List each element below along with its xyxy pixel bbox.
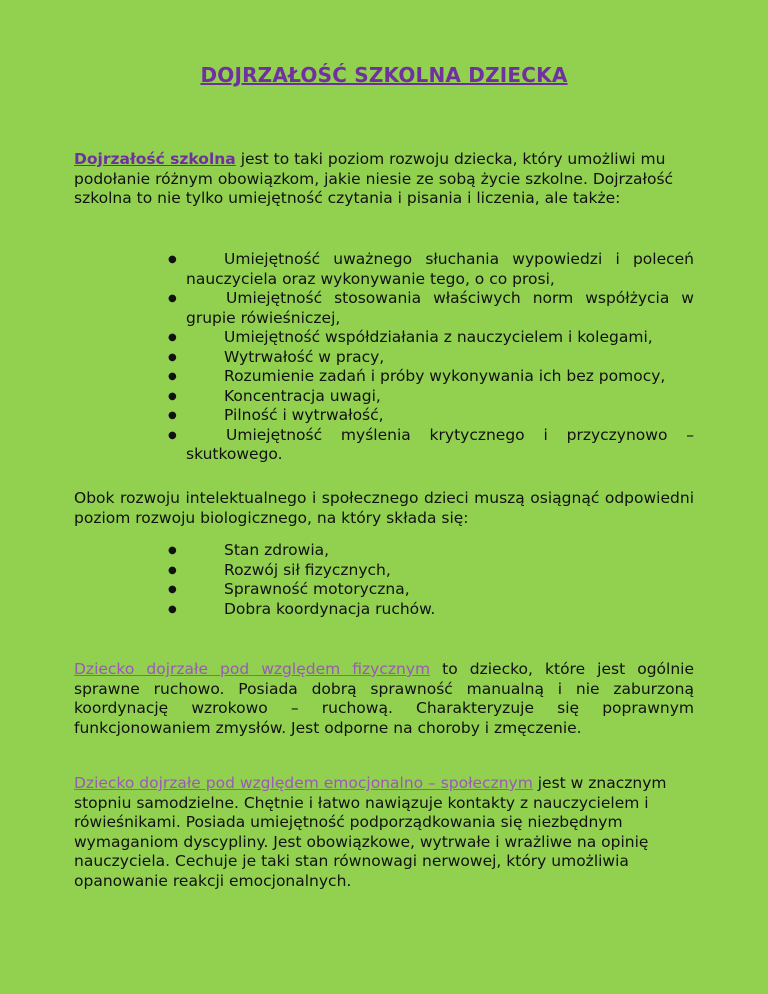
list-item: [168, 406, 694, 426]
list-item-text: Umiejętność współdziałania z nauczycielem i kolegami,: [224, 328, 653, 346]
list-item-text: Umiejętność myślenia krytycznego i przyczynowo – skutkowego.: [186, 425, 694, 463]
list-item-text: Dobra koordynacja ruchów.: [224, 599, 436, 618]
list-item: [168, 580, 694, 600]
intro-paragraph: [74, 150, 694, 209]
list-item-text: Rozwój sił fizycznych,: [224, 560, 391, 579]
bullet-icon: ●: [168, 351, 177, 363]
bullet-icon: ●: [168, 429, 177, 441]
skills-list: [168, 250, 694, 465]
list-item-text: Rozumienie zadań i próby wykonywania ich bez pomocy,: [224, 367, 666, 385]
list-item: [168, 250, 694, 289]
intro-text: jest to taki poziom rozwoju dziecka, który umożliwi mu podołanie różnym obowiązkom, jakie niesie ze sobą życie szkolne. Dojrzałość szkolna to nie tylko umiejętność czytania i pisania i liczenia, ale także:: [74, 150, 674, 207]
bullet-icon: ●: [168, 254, 177, 265]
page-title: DOJRZAŁOŚĆ SZKOLNA DZIECKA: [200, 63, 568, 87]
bullet-icon: ●: [168, 371, 177, 382]
list-item: [168, 561, 694, 581]
list-item: [168, 367, 694, 387]
list-item-text: Umiejętność stosowania właściwych norm współżycia w grupie rówieśniczej,: [186, 289, 694, 327]
emotional-paragraph: [74, 774, 694, 891]
physical-paragraph: [74, 660, 694, 738]
bullet-icon: ●: [168, 293, 177, 304]
list-item-text: Umiejętność uważnego słuchania wypowiedzi i poleceń nauczyciela oraz wykonywanie tego, o co prosi,: [186, 250, 694, 288]
bullet-icon: ●: [168, 410, 177, 421]
list-item-text: Stan zdrowia,: [224, 541, 330, 559]
list-item-text: Pilność i wytrwałość,: [224, 406, 384, 424]
bullet-icon: ●: [168, 564, 177, 576]
term-link-dojrzalosc[interactable]: Dojrzałość szkolna: [74, 150, 236, 168]
term-link-emocjonalnym[interactable]: Dziecko dojrzałe pod względem emocjonalno – społecznym: [74, 774, 533, 792]
bio-intro-paragraph: Obok rozwoju intelektualnego i społecznego dzieci muszą osiągnąć odpowiedni poziom rozwoju biologicznego, na który składa się:: [74, 489, 694, 527]
list-item: [168, 328, 694, 348]
list-item-text: Wytrwałość w pracy,: [224, 347, 385, 366]
list-item: [168, 289, 694, 328]
bullet-icon: ●: [168, 332, 177, 343]
list-item: [168, 387, 694, 407]
physical-text: to dziecko, które jest ogólnie sprawne ruchowo. Posiada dobrą sprawność manualną i nie zaburzoną koordynację wzrokowo – ruchową. Charakteryzuje się poprawnym funkcjonowaniem zmysłów. Jest odporne na choroby i zmęczenie.: [74, 660, 694, 737]
list-item: [168, 600, 694, 620]
emotional-text: jest w znacznym stopniu samodzielne. Chętnie i łatwo nawiązuje kontakty z nauczycielem i rówieśnikami. Posiada umiejętność podporządkowania się niezbędnym wymaganiom dyscypliny. Jest obowiązkowe, wytrwałe i wrażliwe na opinię nauczyciela. Cechuje je taki stan równowagi nerwowej, który umożliwia opanowanie reakcji emocjonalnych.: [74, 774, 667, 890]
list-item: [168, 426, 694, 465]
list-item: [168, 541, 694, 561]
bio-list: [168, 541, 694, 619]
list-item: [168, 348, 694, 368]
bullet-icon: ●: [168, 545, 177, 556]
bullet-icon: ●: [168, 390, 177, 402]
bullet-icon: ●: [168, 584, 177, 595]
term-link-fizycznym[interactable]: Dziecko dojrzałe pod względem fizycznym: [74, 660, 431, 678]
bullet-icon: ●: [168, 603, 177, 615]
list-item-text: Koncentracja uwagi,: [224, 386, 381, 405]
list-item-text: Sprawność motoryczna,: [224, 580, 410, 598]
